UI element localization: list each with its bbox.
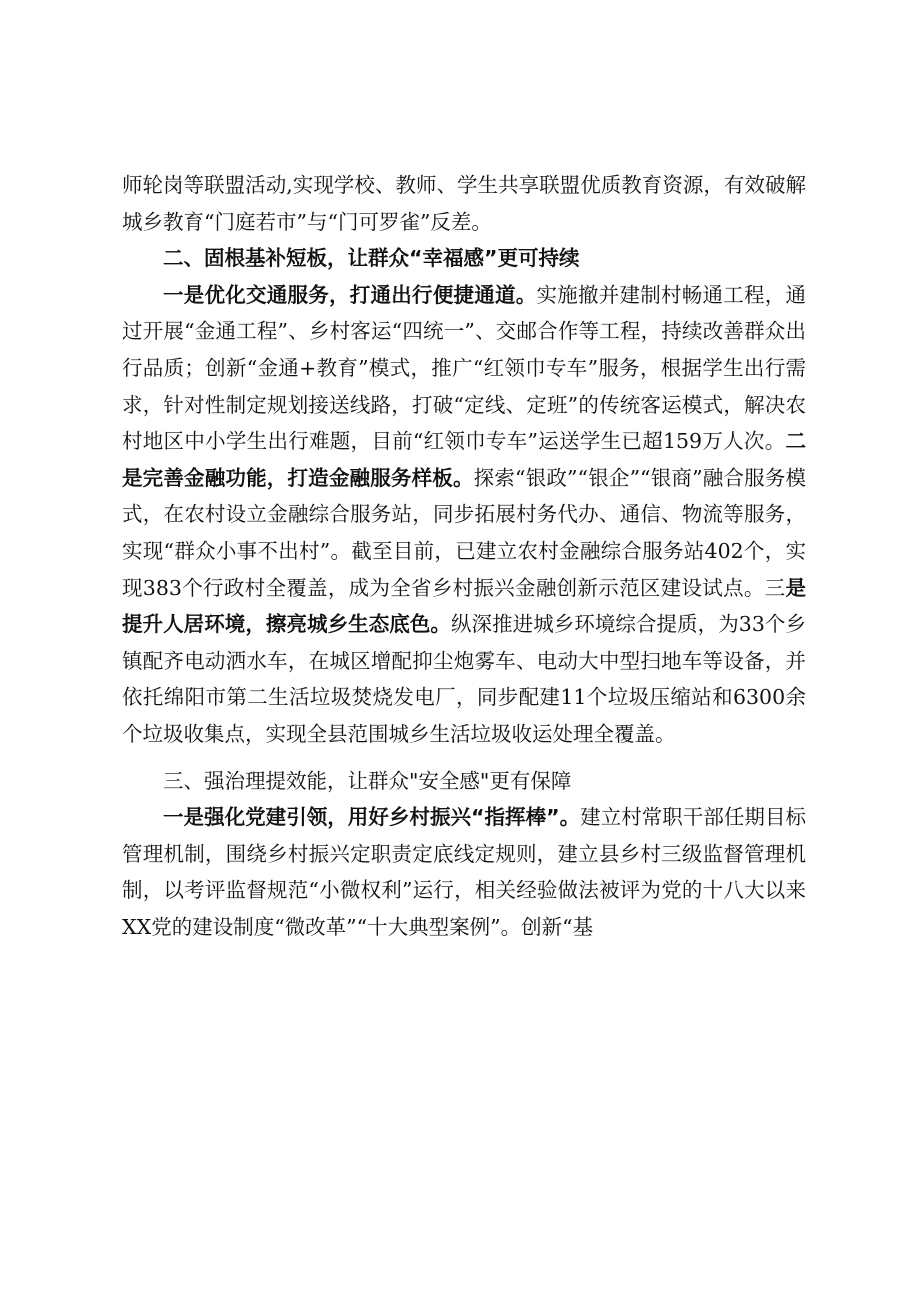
document-body [122, 167, 806, 945]
bold-lead-2: 二是完善金融功能，打造金融服务样板。 [122, 429, 806, 490]
paragraph-text-1: 实施撤并建制村畅通工程，通过开展“金通工程”、乡村客运“四统一”、交邮合作等工程，持续改善群众出行品质；创新“金通+教育”模式，推广“红领巾专车”服务，根据学生出行需求，针对性制定规划接送线路，打破“定线、定班”的传统客运模式，解决农村地区中小学生出行难题，目前“红领巾专车”运送学生已超159万人次。 [122, 282, 806, 454]
section-2-paragraph [122, 277, 806, 753]
bold-lead-1: 一是优化交通服务，打通出行便捷通道。 [163, 282, 537, 307]
paragraph-text-4: 建立村常职干部任期目标管理机制，围绕乡村振兴定职责定底线定规则，建立县乡村三级监督管理机制，以考评监督规范“小微权利”运行，相关经验做法被评为党的十八大以来XX党的建设制度“微改革”“十大典型案例”。创新“基 [122, 805, 806, 939]
section-3-paragraph [122, 799, 806, 945]
intro-paragraph: 师轮岗等联盟活动,实现学校、教师、学生共享联盟优质教育资源，有效破解城乡教育“门庭若市”与“门可罗雀”反差。 [122, 173, 806, 234]
paragraph-text-3: 纵深推进城乡环境综合提质，为33个乡镇配齐电动洒水车，在城区增配抑尘炮雾车、电动大中型扫地车等设备，并依托绵阳市第二生活垃圾焚烧发电厂，同步配建11个垃圾压缩站和6300余个垃圾收集点，实现全县范围城乡生活垃圾收运处理全覆盖。 [122, 612, 806, 746]
bold-lead-3: 是提升人居环境，擦亮城乡生态底色。 [122, 575, 806, 637]
paragraph-text-2: 探索“银政”“银企”“银商”融合服务模式，在农村设立金融综合服务站，同步拓展村务代办、通信、物流等服务，实现“群众小事不出村”。截至目前，已建立农村金融综合服务站402个，实现383个行政村全覆盖，成为全省乡村振兴金融创新示范区建设试点。三 [122, 465, 806, 600]
bold-lead-4: 一是强化党建引领，用好乡村振兴“指挥棒”。 [163, 805, 581, 830]
section-heading-3: 三、强治理提效能，让群众"安全感"更有保障 [163, 768, 572, 793]
section-heading-2: 二、固根基补短板，让群众“幸福感”更可持续 [163, 246, 580, 271]
